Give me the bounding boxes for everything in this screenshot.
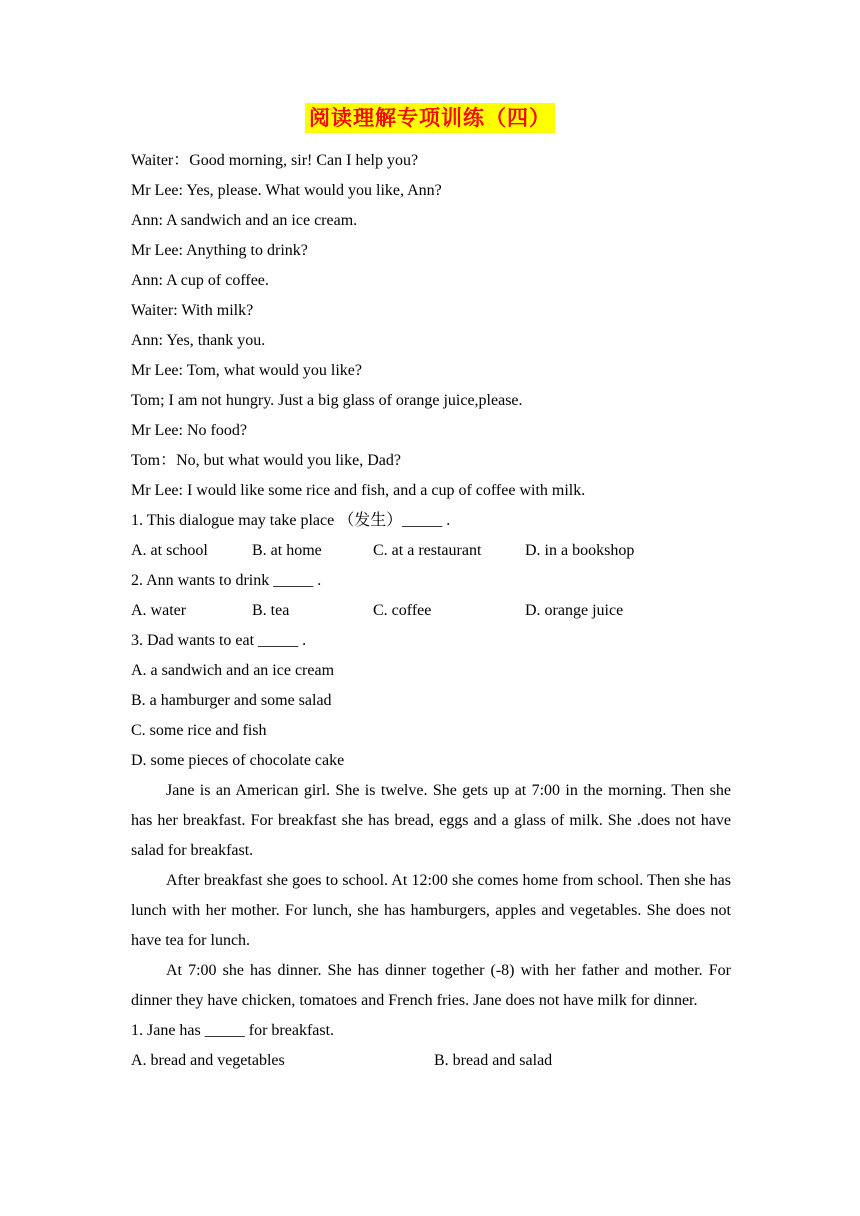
option-d: D. in a bookshop bbox=[525, 542, 635, 559]
question-4-stem: 1. Jane has _____ for breakfast. bbox=[131, 1022, 335, 1039]
option-b: B. at home bbox=[252, 542, 322, 559]
dialogue-line: Mr Lee: Tom, what would you like? bbox=[131, 362, 362, 379]
passage-paragraph: Jane is an American girl. She is twelve. She gets up at 7:00 in the morning. Then she has her breakfast. For breakfast she has bread, eggs and a glass of milk. She .does not have salad for breakfast. bbox=[131, 782, 731, 859]
document-body bbox=[131, 146, 731, 1076]
option-a: A. at school bbox=[131, 542, 208, 559]
question-2-stem: 2. Ann wants to drink _____ . bbox=[131, 572, 322, 589]
title-container bbox=[0, 103, 860, 133]
question-1-stem: 1. This dialogue may take place （发生）_____ . bbox=[131, 512, 451, 529]
option-c: C. some rice and fish bbox=[131, 722, 267, 739]
question-4-options bbox=[131, 1046, 731, 1076]
option-c: C. coffee bbox=[373, 602, 432, 619]
page-title: 阅读理解专项训练（四） bbox=[305, 103, 555, 133]
option-c: C. at a restaurant bbox=[373, 542, 482, 559]
question-2-options bbox=[131, 596, 731, 626]
option-b: B. bread and salad bbox=[434, 1052, 553, 1069]
dialogue-line: Ann: A sandwich and an ice cream. bbox=[131, 212, 358, 229]
passage-paragraph: At 7:00 she has dinner. She has dinner together (-8) with her father and mother. For dinner they have chicken, tomatoes and French fries. Jane does not have milk for dinner. bbox=[131, 962, 731, 1009]
question-1-options bbox=[131, 536, 731, 566]
dialogue-line: Tom：No, but what would you like, Dad? bbox=[131, 452, 401, 469]
dialogue-line: Mr Lee: No food? bbox=[131, 422, 247, 439]
dialogue-line: Tom; I am not hungry. Just a big glass of orange juice,please. bbox=[131, 392, 523, 409]
option-a: A. a sandwich and an ice cream bbox=[131, 662, 335, 679]
option-a: A. bread and vegetables bbox=[131, 1052, 285, 1069]
dialogue-line: Mr Lee: Yes, please. What would you like, Ann? bbox=[131, 182, 442, 199]
passage-paragraph: After breakfast she goes to school. At 12:00 she comes home from school. Then she has lunch with her mother. For lunch, she has hamburgers, apples and vegetables. She does not have tea for lunch. bbox=[131, 872, 731, 949]
option-b: B. tea bbox=[252, 602, 290, 619]
option-d: D. orange juice bbox=[525, 602, 624, 619]
option-b: B. a hamburger and some salad bbox=[131, 692, 332, 709]
dialogue-line: Ann: Yes, thank you. bbox=[131, 332, 266, 349]
dialogue-line: Ann: A cup of coffee. bbox=[131, 272, 269, 289]
dialogue-line: Waiter: With milk? bbox=[131, 302, 254, 319]
dialogue-line: Waiter：Good morning, sir! Can I help you? bbox=[131, 152, 419, 169]
option-d: D. some pieces of chocolate cake bbox=[131, 752, 345, 769]
option-a: A. water bbox=[131, 602, 187, 619]
dialogue-line: Mr Lee: I would like some rice and fish, and a cup of coffee with milk. bbox=[131, 482, 586, 499]
question-3-stem: 3. Dad wants to eat _____ . bbox=[131, 632, 307, 649]
dialogue-line: Mr Lee: Anything to drink? bbox=[131, 242, 308, 259]
